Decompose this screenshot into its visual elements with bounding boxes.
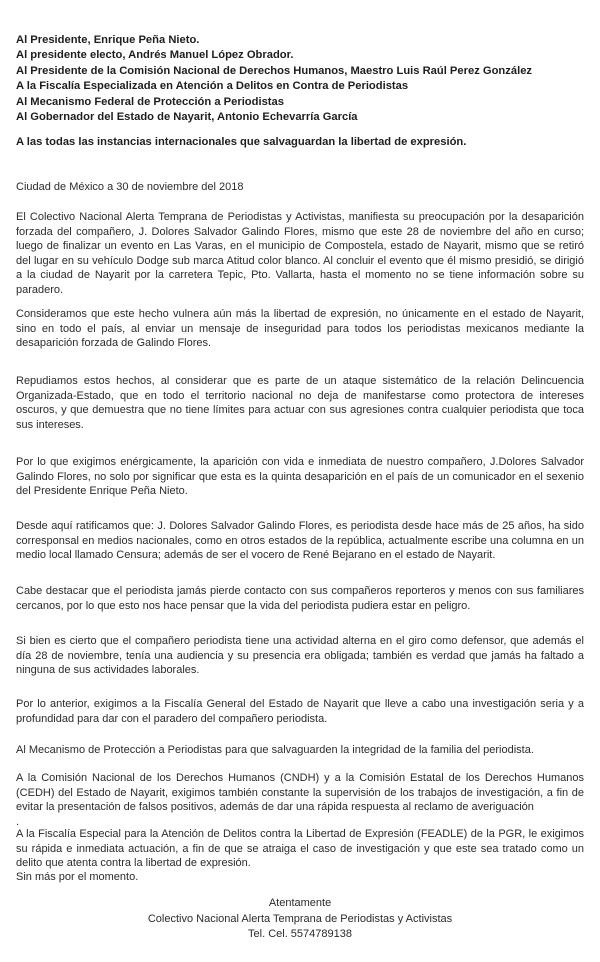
body-paragraph: Repudiamos estos hechos, al considerar que es parte de un ataque sistemático de la relación Delincuencia Organizada-Estado, que en todo el territorio nacional no deja de manifestarse como protectora de intereses oscuros, y que demuestra que no tiene límites para actuar con sus agresiones contra cualquier periodista que toca sus intereses. <box>16 375 584 431</box>
addressee-line: Al Presidente de la Comisión Nacional de Derechos Humanos, Maestro Luis Raúl Perez González <box>16 64 533 77</box>
signature-block <box>0 896 600 943</box>
addressee-line: Al Presidente, Enrique Peña Nieto. <box>16 34 200 46</box>
body-paragraph: Por lo que exigimos enérgicamente, la aparición con vida e inmediata de nuestro compañero, J.Dolores Salvador Galindo Flores, no solo por significar que esta es la quinta desaparición en el país de un comunicador en el sexenio del Presidente Enrique Peña Nieto. <box>16 456 584 498</box>
date-line: Ciudad de México a 30 de noviembre del 2018 <box>16 181 244 193</box>
body-paragraph: Desde aquí ratificamos que: J. Dolores Salvador Galindo Flores, es periodista desde hace más de 25 años, ha sido corresponsal en medios nacionales, como en otros estados de la república, actualmente escribe una columna en un medio local llamado Censura; además de ser el vocero de René Bejarano en el estado de Nayarit. <box>16 520 584 562</box>
body-paragraph-dot: . <box>16 816 20 828</box>
addressee-line: Al presidente electo, Andrés Manuel López Obrador. <box>16 49 294 62</box>
body-paragraph: Por lo anterior, exigimos a la Fiscalía General del Estado de Nayarit que lleve a cabo una investigación seria y a profundidad para dar con el paradero del compañero periodista. <box>16 698 584 725</box>
closing-remark: Sin más por el momento. <box>16 871 139 883</box>
addressee-line: Al Mecanismo Federal de Protección a Periodistas <box>16 95 284 108</box>
body-paragraph: Al Mecanismo de Protección a Periodistas para que salvaguarden la integridad de la familia del periodista. <box>16 744 534 756</box>
addressee-line: Al Gobernador del Estado de Nayarit, Antonio Echevarría García <box>16 111 358 124</box>
body-paragraph: El Colectivo Nacional Alerta Temprana de Periodistas y Activistas, manifiesta su preocupación por la desaparición forzada del compañero, J. Dolores Salvador Galindo Flores, mismo que este 28 de noviembre del año en curso; luego de finalizar un evento en Las Varas, en el municipio de Compostela, estado de Nayarit, mismo que se retiró del lugar en su vehículo Dodge sub marca Atitud color blanco. Al concluir el evento que él mismo presidió, se dirigió a la ciudad de Nayarit por la carretera Tepic, Pto. Vallarta, hasta el momento no se tiene información sobre su paradero. <box>16 211 584 296</box>
organization-name: Colectivo Nacional Alerta Temprana de Periodistas y Activistas <box>147 912 453 925</box>
phone-number: Tel. Cel. 5574789138 <box>248 928 352 940</box>
salutation: Atentamente <box>268 897 332 909</box>
body-paragraph: A la Fiscalía Especial para la Atención de Delitos contra la Libertad de Expresión (FEADLE) de la PGR, le exigimos su rápida e inmediata actuación, a fin de que se atraiga el caso de investigación y que este sea tratado como un delito que atenta contra la libertad de expresión. <box>16 828 584 870</box>
body-paragraph: Consideramos que este hecho vulnera aún más la libertad de expresión, no únicamente en el estado de Nayarit, sino en todo el país, al enviar un mensaje de inseguridad para todos los periodistas mexicanos mediante la desaparición forzada de Galindo Flores. <box>16 308 584 350</box>
body-paragraph: A la Comisión Nacional de los Derechos Humanos (CNDH) y a la Comisión Estatal de los Derechos Humanos (CEDH) del Estado de Nayarit, exigimos también constante la supervisión de los trabajos de investigación, a fin de evitar la presentación de falsos positivos, además de dar una rápida respuesta al reclamo de averiguación <box>16 772 584 814</box>
international-addressee: A las todas las instancias internacionales que salvaguardan la libertad de expresión. <box>16 136 467 148</box>
body-paragraph: Si bien es cierto que el compañero periodista tiene una actividad alterna en el giro como defensor, que además el día 28 de noviembre, tenía una audiencia y su presencia era obligada; también es verdad que jamás ha faltado a ninguna de sus actividades laborales. <box>16 635 584 677</box>
addressee-list <box>16 33 586 125</box>
body-paragraph: Cabe destacar que el periodista jamás pierde contacto con sus compañeros reporteros y menos con sus familiares cercanos, por lo que esto nos hace pensar que la vida del periodista pudiera estar en peligro. <box>16 585 584 612</box>
addressee-line: A la Fiscalía Especializada en Atención a Delitos en Contra de Periodistas <box>16 80 409 93</box>
